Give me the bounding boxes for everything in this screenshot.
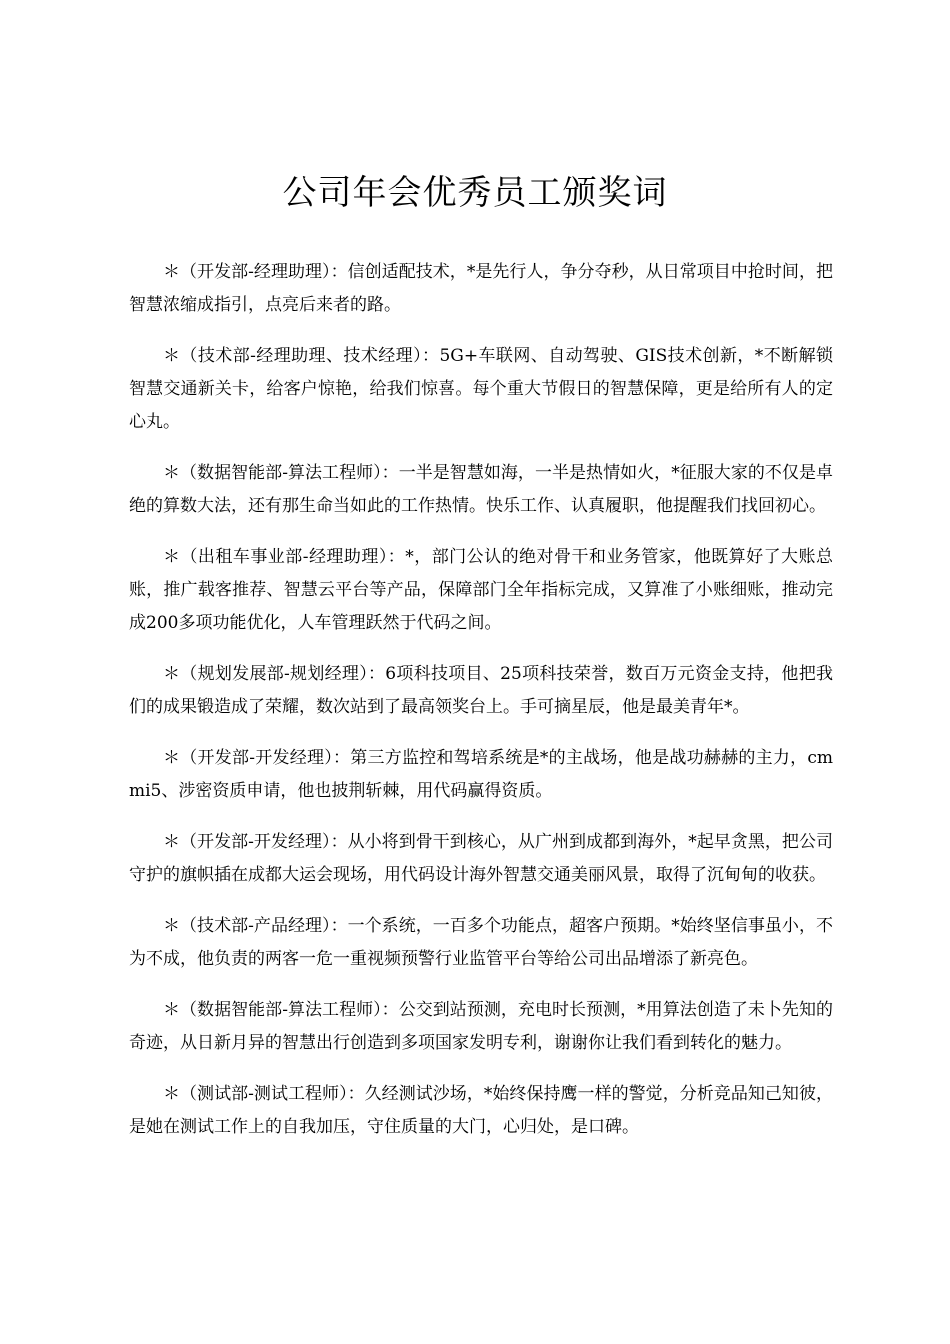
award-paragraph: ＊（开发部-开发经理）：从小将到骨干到核心，从广州到成都到海外，*起早贪黑，把公司守护的旗帜插在成都大运会现场，用代码设计海外智慧交通美丽风景，取得了沉甸甸的收获。 [129, 832, 833, 885]
award-paragraph: ＊（开发部-开发经理）：第三方监控和驾培系统是*的主战场，他是战功赫赫的主力，cmmi5、涉密资质申请，他也披荆斩棘，用代码赢得资质。 [129, 748, 833, 801]
award-paragraph: ＊（开发部-经理助理）：信创适配技术，*是先行人，争分夺秒，从日常项目中抢时间，把智慧浓缩成指引，点亮后来者的路。 [129, 262, 833, 315]
award-paragraph: ＊（数据智能部-算法工程师）：一半是智慧如海，一半是热情如火，*征服大家的不仅是卓绝的算数大法，还有那生命当如此的工作热情。快乐工作、认真履职，他提醒我们找回初心。 [129, 463, 833, 516]
award-paragraph: ＊（技术部-经理助理、技术经理）：5G+车联网、自动驾驶、GIS技术创新，*不断解锁智慧交通新关卡，给客户惊艳，给我们惊喜。每个重大节假日的智慧保障，更是给所有人的定心丸。 [129, 346, 833, 432]
document-title: 公司年会优秀员工颁奖词 [282, 173, 668, 213]
document-body [129, 256, 833, 1162]
award-paragraph: ＊（技术部-产品经理）：一个系统，一百多个功能点，超客户预期。*始终坚信事虽小，不为不成，他负责的两客一危一重视频预警行业监管平台等给公司出品增添了新亮色。 [129, 916, 833, 969]
award-paragraph: ＊（数据智能部-算法工程师）：公交到站预测，充电时长预测，*用算法创造了未卜先知的奇迹，从日新月异的智慧出行创造到多项国家发明专利，谢谢你让我们看到转化的魅力。 [129, 1000, 833, 1053]
award-paragraph: ＊（测试部-测试工程师）：久经测试沙场，*始终保持鹰一样的警觉，分析竞品知己知彼，是她在测试工作上的自我加压，守住质量的大门，心归处，是口碑。 [129, 1084, 833, 1137]
award-paragraph: ＊（出租车事业部-经理助理）：*，部门公认的绝对骨干和业务管家，他既算好了大账总账，推广载客推荐、智慧云平台等产品，保障部门全年指标完成，又算准了小账细账，推动完成200多项功能优化，人车管理跃然于代码之间。 [129, 547, 833, 633]
award-paragraph: ＊（规划发展部-规划经理）：6项科技项目、25项科技荣誉，数百万元资金支持，他把我们的成果锻造成了荣耀，数次站到了最高领奖台上。手可摘星辰，他是最美青年*。 [129, 664, 833, 717]
